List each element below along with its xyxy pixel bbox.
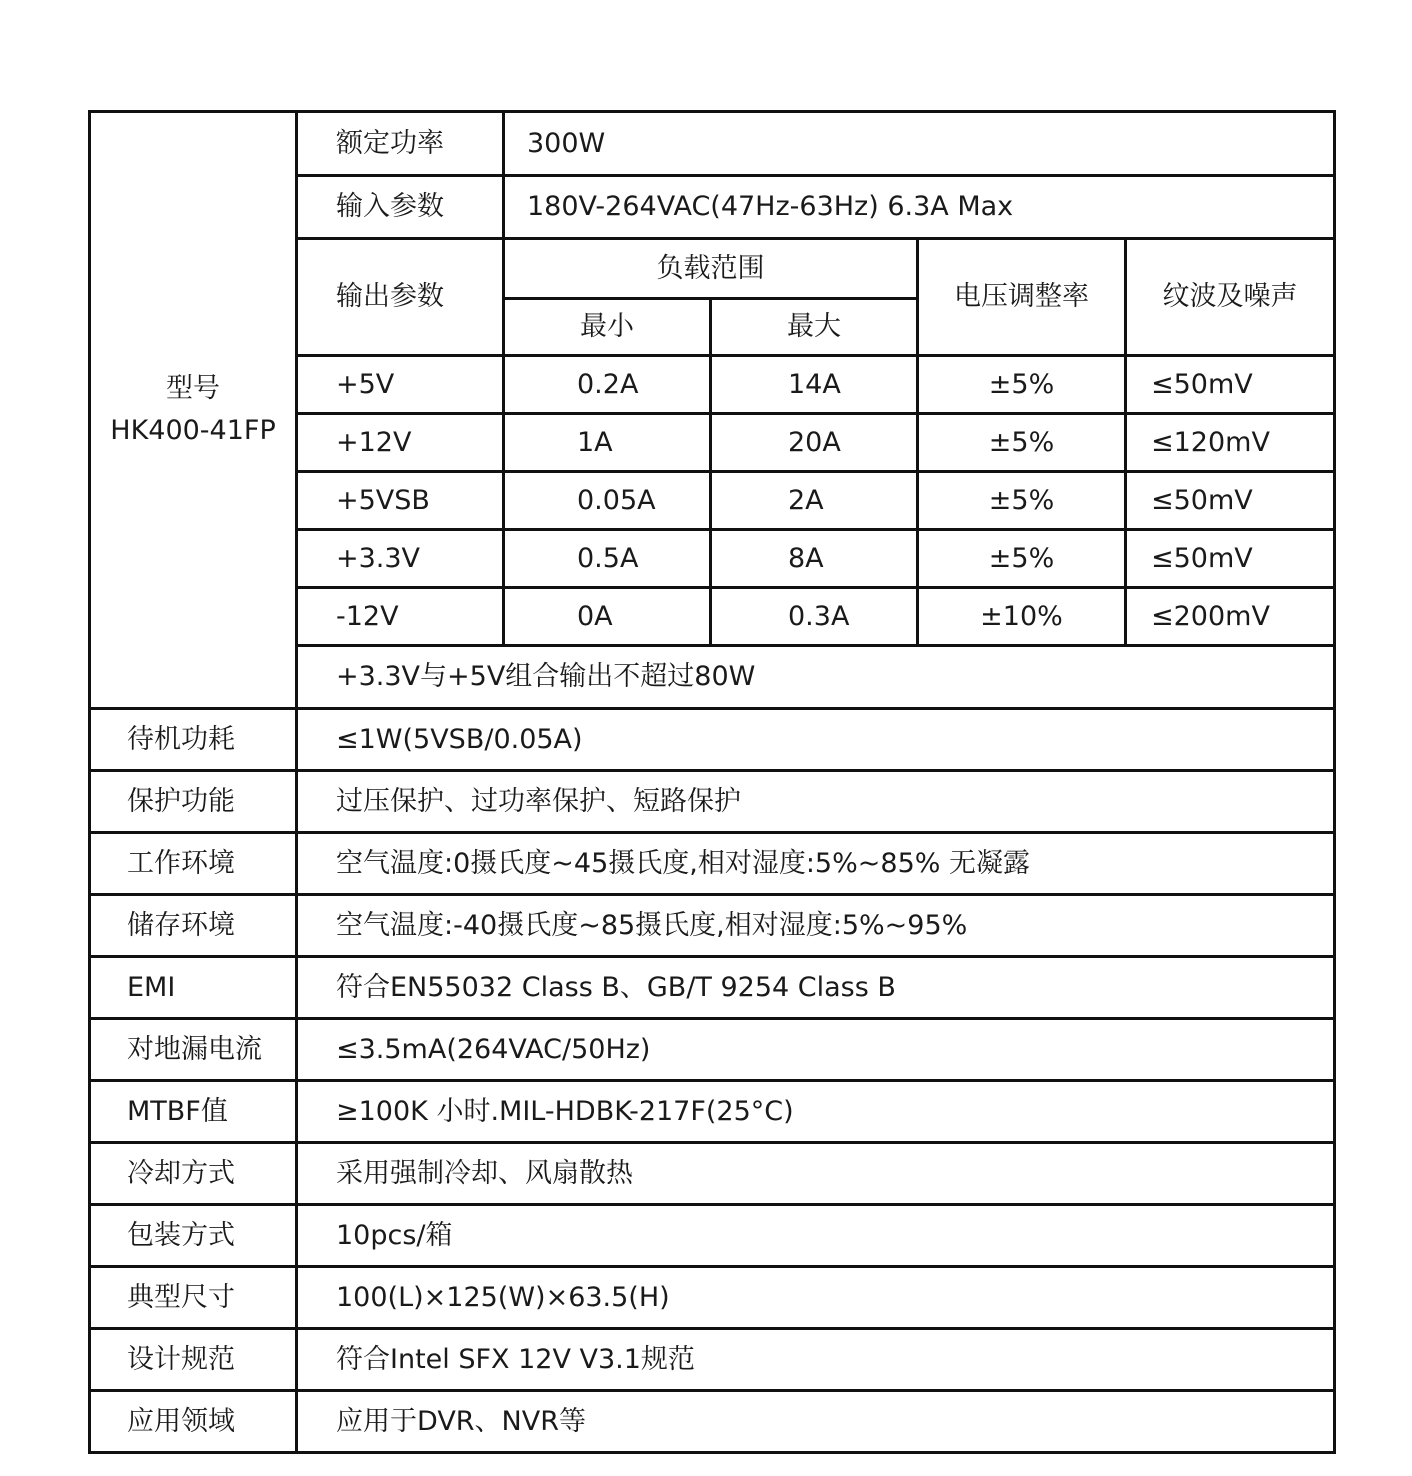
ripple-cell: ≤50mV	[1126, 356, 1335, 414]
min-header: 最小	[504, 299, 711, 356]
load-range-header: 负载范围	[504, 239, 918, 299]
spec-value: 空气温度:0摄氏度~45摄氏度,相对湿度:5%~85% 无凝露	[297, 833, 1335, 895]
regulation-cell: ±5%	[918, 530, 1126, 588]
spec-row	[90, 771, 1335, 833]
spec-row	[90, 1205, 1335, 1267]
min-cell: 1A	[504, 414, 711, 472]
rated-power-label: 额定功率	[297, 112, 504, 176]
spec-row	[90, 1267, 1335, 1329]
spec-value: 符合EN55032 Class B、GB/T 9254 Class B	[297, 957, 1335, 1019]
rail-cell: +12V	[297, 414, 504, 472]
ripple-cell: ≤50mV	[1126, 472, 1335, 530]
spec-label: 工作环境	[90, 833, 297, 895]
spec-value: 过压保护、过功率保护、短路保护	[297, 771, 1335, 833]
spec-table	[88, 110, 1336, 1454]
spec-row	[90, 1143, 1335, 1205]
regulation-cell: ±5%	[918, 414, 1126, 472]
rail-cell: +5V	[297, 356, 504, 414]
spec-label: 设计规范	[90, 1329, 297, 1391]
output-params-label: 输出参数	[297, 239, 504, 356]
max-cell: 0.3A	[711, 588, 918, 646]
regulation-cell: ±10%	[918, 588, 1126, 646]
spec-label: 典型尺寸	[90, 1267, 297, 1329]
spec-label: 应用领域	[90, 1391, 297, 1453]
min-cell: 0A	[504, 588, 711, 646]
spec-label: 保护功能	[90, 771, 297, 833]
spec-row	[90, 1019, 1335, 1081]
spec-value: ≤1W(5VSB/0.05A)	[297, 709, 1335, 771]
regulation-cell: ±5%	[918, 356, 1126, 414]
spec-row	[90, 1329, 1335, 1391]
spec-value: ≤3.5mA(264VAC/50Hz)	[297, 1019, 1335, 1081]
rail-cell: +5VSB	[297, 472, 504, 530]
regulation-cell: ±5%	[918, 472, 1126, 530]
spec-value: 采用强制冷却、风扇散热	[297, 1143, 1335, 1205]
rated-power-row	[90, 112, 1335, 176]
spec-value: 应用于DVR、NVR等	[297, 1391, 1335, 1453]
model-cell	[90, 112, 297, 709]
max-cell: 14A	[711, 356, 918, 414]
spec-value: ≥100K 小时.MIL-HDBK-217F(25°C)	[297, 1081, 1335, 1143]
spec-row	[90, 957, 1335, 1019]
regulation-header: 电压调整率	[918, 239, 1126, 356]
spec-row	[90, 895, 1335, 957]
spec-label: 冷却方式	[90, 1143, 297, 1205]
spec-label: 储存环境	[90, 895, 297, 957]
model-label: 型号	[166, 373, 220, 405]
min-cell: 0.5A	[504, 530, 711, 588]
model-value: HK400-41FP	[110, 415, 276, 446]
spec-row	[90, 709, 1335, 771]
spec-label: 待机功耗	[90, 709, 297, 771]
max-cell: 20A	[711, 414, 918, 472]
ripple-cell: ≤120mV	[1126, 414, 1335, 472]
rail-cell: +3.3V	[297, 530, 504, 588]
max-cell: 2A	[711, 472, 918, 530]
ripple-cell: ≤50mV	[1126, 530, 1335, 588]
spec-row	[90, 1081, 1335, 1143]
min-cell: 0.2A	[504, 356, 711, 414]
input-params-value: 180V-264VAC(47Hz-63Hz) 6.3A Max	[504, 176, 1335, 239]
rated-power-value: 300W	[504, 112, 1335, 176]
spec-label: MTBF值	[90, 1081, 297, 1143]
spec-label: 对地漏电流	[90, 1019, 297, 1081]
ripple-cell: ≤200mV	[1126, 588, 1335, 646]
max-cell: 8A	[711, 530, 918, 588]
output-note: +3.3V与+5V组合输出不超过80W	[297, 646, 1335, 709]
spec-value: 符合Intel SFX 12V V3.1规范	[297, 1329, 1335, 1391]
max-header: 最大	[711, 299, 918, 356]
spec-row	[90, 1391, 1335, 1453]
rail-cell: -12V	[297, 588, 504, 646]
spec-value: 空气温度:-40摄氏度~85摄氏度,相对湿度:5%~95%	[297, 895, 1335, 957]
spec-label: 包装方式	[90, 1205, 297, 1267]
spec-value: 10pcs/箱	[297, 1205, 1335, 1267]
ripple-header: 纹波及噪声	[1126, 239, 1335, 356]
spec-row	[90, 833, 1335, 895]
input-params-label: 输入参数	[297, 176, 504, 239]
spec-label: EMI	[90, 957, 297, 1019]
spec-value: 100(L)×125(W)×63.5(H)	[297, 1267, 1335, 1329]
min-cell: 0.05A	[504, 472, 711, 530]
